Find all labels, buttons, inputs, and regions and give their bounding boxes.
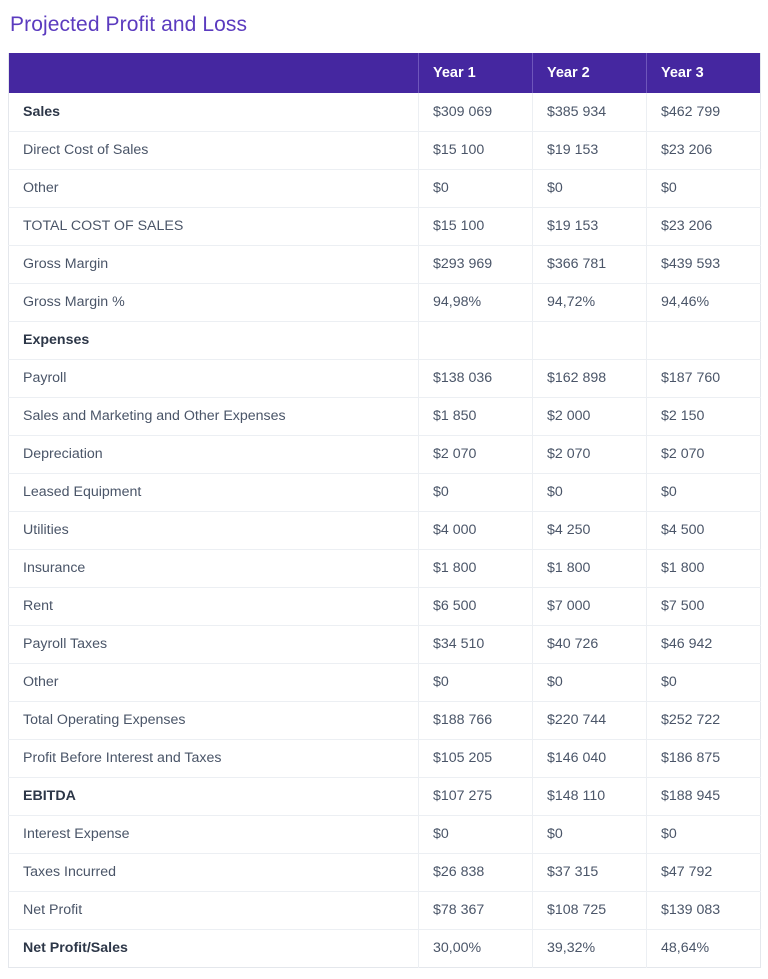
cell-year-1: $1 850 (419, 397, 533, 435)
table-header (9, 53, 761, 93)
cell-year-1: $1 800 (419, 549, 533, 587)
table-header-row (9, 53, 761, 93)
table-row (9, 435, 761, 473)
cell-year-3: $252 722 (647, 701, 761, 739)
cell-year-1: $34 510 (419, 625, 533, 663)
table-row (9, 739, 761, 777)
row-label: Net Profit/Sales (9, 929, 419, 967)
table-row (9, 929, 761, 967)
table-row (9, 853, 761, 891)
cell-year-1 (419, 321, 533, 359)
cell-year-1: $105 205 (419, 739, 533, 777)
column-header-year-1: Year 1 (419, 53, 533, 93)
table-row (9, 473, 761, 511)
cell-year-2: $385 934 (533, 93, 647, 131)
row-label: Sales (9, 93, 419, 131)
table-row (9, 397, 761, 435)
cell-year-3: $0 (647, 169, 761, 207)
row-label: EBITDA (9, 777, 419, 815)
cell-year-3: $186 875 (647, 739, 761, 777)
table-row (9, 511, 761, 549)
row-label: Interest Expense (9, 815, 419, 853)
row-label: Direct Cost of Sales (9, 131, 419, 169)
cell-year-2: $108 725 (533, 891, 647, 929)
cell-year-1: $0 (419, 815, 533, 853)
table-row (9, 321, 761, 359)
table-row (9, 625, 761, 663)
cell-year-1: $15 100 (419, 207, 533, 245)
table-row (9, 359, 761, 397)
row-label: Rent (9, 587, 419, 625)
cell-year-2: 39,32% (533, 929, 647, 967)
row-label: Other (9, 169, 419, 207)
cell-year-1: 30,00% (419, 929, 533, 967)
page-title: Projected Profit and Loss (10, 13, 248, 36)
table-row (9, 169, 761, 207)
cell-year-3: $46 942 (647, 625, 761, 663)
column-header-year-3: Year 3 (647, 53, 761, 93)
table-row (9, 131, 761, 169)
cell-year-2: $19 153 (533, 131, 647, 169)
cell-year-1: $309 069 (419, 93, 533, 131)
cell-year-1: $0 (419, 169, 533, 207)
row-label: Insurance (9, 549, 419, 587)
row-label: Profit Before Interest and Taxes (9, 739, 419, 777)
column-header-year-2: Year 2 (533, 53, 647, 93)
row-label: Sales and Marketing and Other Expenses (9, 397, 419, 435)
cell-year-3: $187 760 (647, 359, 761, 397)
cell-year-2: $162 898 (533, 359, 647, 397)
table-row (9, 777, 761, 815)
cell-year-3: $4 500 (647, 511, 761, 549)
cell-year-3: $23 206 (647, 131, 761, 169)
row-label: Payroll Taxes (9, 625, 419, 663)
profit-loss-table (8, 53, 761, 968)
cell-year-1: $6 500 (419, 587, 533, 625)
cell-year-2: $0 (533, 169, 647, 207)
row-label: Expenses (9, 321, 419, 359)
table-row (9, 815, 761, 853)
cell-year-2: $0 (533, 473, 647, 511)
cell-year-1: $293 969 (419, 245, 533, 283)
cell-year-3: $439 593 (647, 245, 761, 283)
cell-year-1: $138 036 (419, 359, 533, 397)
cell-year-3: $7 500 (647, 587, 761, 625)
cell-year-2: $40 726 (533, 625, 647, 663)
table-row (9, 283, 761, 321)
cell-year-2: $220 744 (533, 701, 647, 739)
cell-year-1: $4 000 (419, 511, 533, 549)
table-row (9, 93, 761, 131)
cell-year-2: $146 040 (533, 739, 647, 777)
cell-year-1: $2 070 (419, 435, 533, 473)
cell-year-3: $2 070 (647, 435, 761, 473)
row-label: Taxes Incurred (9, 853, 419, 891)
cell-year-2: $37 315 (533, 853, 647, 891)
cell-year-3: $0 (647, 815, 761, 853)
cell-year-3: 94,46% (647, 283, 761, 321)
cell-year-2: $2 000 (533, 397, 647, 435)
cell-year-2: $148 110 (533, 777, 647, 815)
table-row (9, 245, 761, 283)
row-label: TOTAL COST OF SALES (9, 207, 419, 245)
cell-year-3: $188 945 (647, 777, 761, 815)
cell-year-2: 94,72% (533, 283, 647, 321)
row-label: Depreciation (9, 435, 419, 473)
table-row (9, 587, 761, 625)
row-label: Leased Equipment (9, 473, 419, 511)
cell-year-3: $462 799 (647, 93, 761, 131)
cell-year-3: $139 083 (647, 891, 761, 929)
table-row (9, 891, 761, 929)
row-label: Gross Margin (9, 245, 419, 283)
cell-year-2: $4 250 (533, 511, 647, 549)
cell-year-3: $0 (647, 473, 761, 511)
table-body (9, 93, 761, 967)
cell-year-3: $1 800 (647, 549, 761, 587)
cell-year-1: $26 838 (419, 853, 533, 891)
row-label: Gross Margin % (9, 283, 419, 321)
table-row (9, 663, 761, 701)
row-label: Net Profit (9, 891, 419, 929)
row-label: Utilities (9, 511, 419, 549)
cell-year-3: $23 206 (647, 207, 761, 245)
profit-loss-table-container (8, 53, 760, 968)
row-label: Payroll (9, 359, 419, 397)
column-header-line-item (9, 53, 419, 93)
row-label: Other (9, 663, 419, 701)
cell-year-1: $78 367 (419, 891, 533, 929)
cell-year-3: $2 150 (647, 397, 761, 435)
cell-year-1: 94,98% (419, 283, 533, 321)
row-label: Total Operating Expenses (9, 701, 419, 739)
cell-year-1: $107 275 (419, 777, 533, 815)
cell-year-2: $2 070 (533, 435, 647, 473)
cell-year-3: $47 792 (647, 853, 761, 891)
cell-year-2: $0 (533, 663, 647, 701)
cell-year-1: $0 (419, 473, 533, 511)
cell-year-2: $7 000 (533, 587, 647, 625)
cell-year-1: $0 (419, 663, 533, 701)
table-row (9, 549, 761, 587)
table-row (9, 701, 761, 739)
cell-year-2: $1 800 (533, 549, 647, 587)
cell-year-3: 48,64% (647, 929, 761, 967)
cell-year-3 (647, 321, 761, 359)
cell-year-2: $19 153 (533, 207, 647, 245)
cell-year-2 (533, 321, 647, 359)
table-row (9, 207, 761, 245)
cell-year-2: $366 781 (533, 245, 647, 283)
cell-year-3: $0 (647, 663, 761, 701)
cell-year-1: $188 766 (419, 701, 533, 739)
cell-year-1: $15 100 (419, 131, 533, 169)
cell-year-2: $0 (533, 815, 647, 853)
